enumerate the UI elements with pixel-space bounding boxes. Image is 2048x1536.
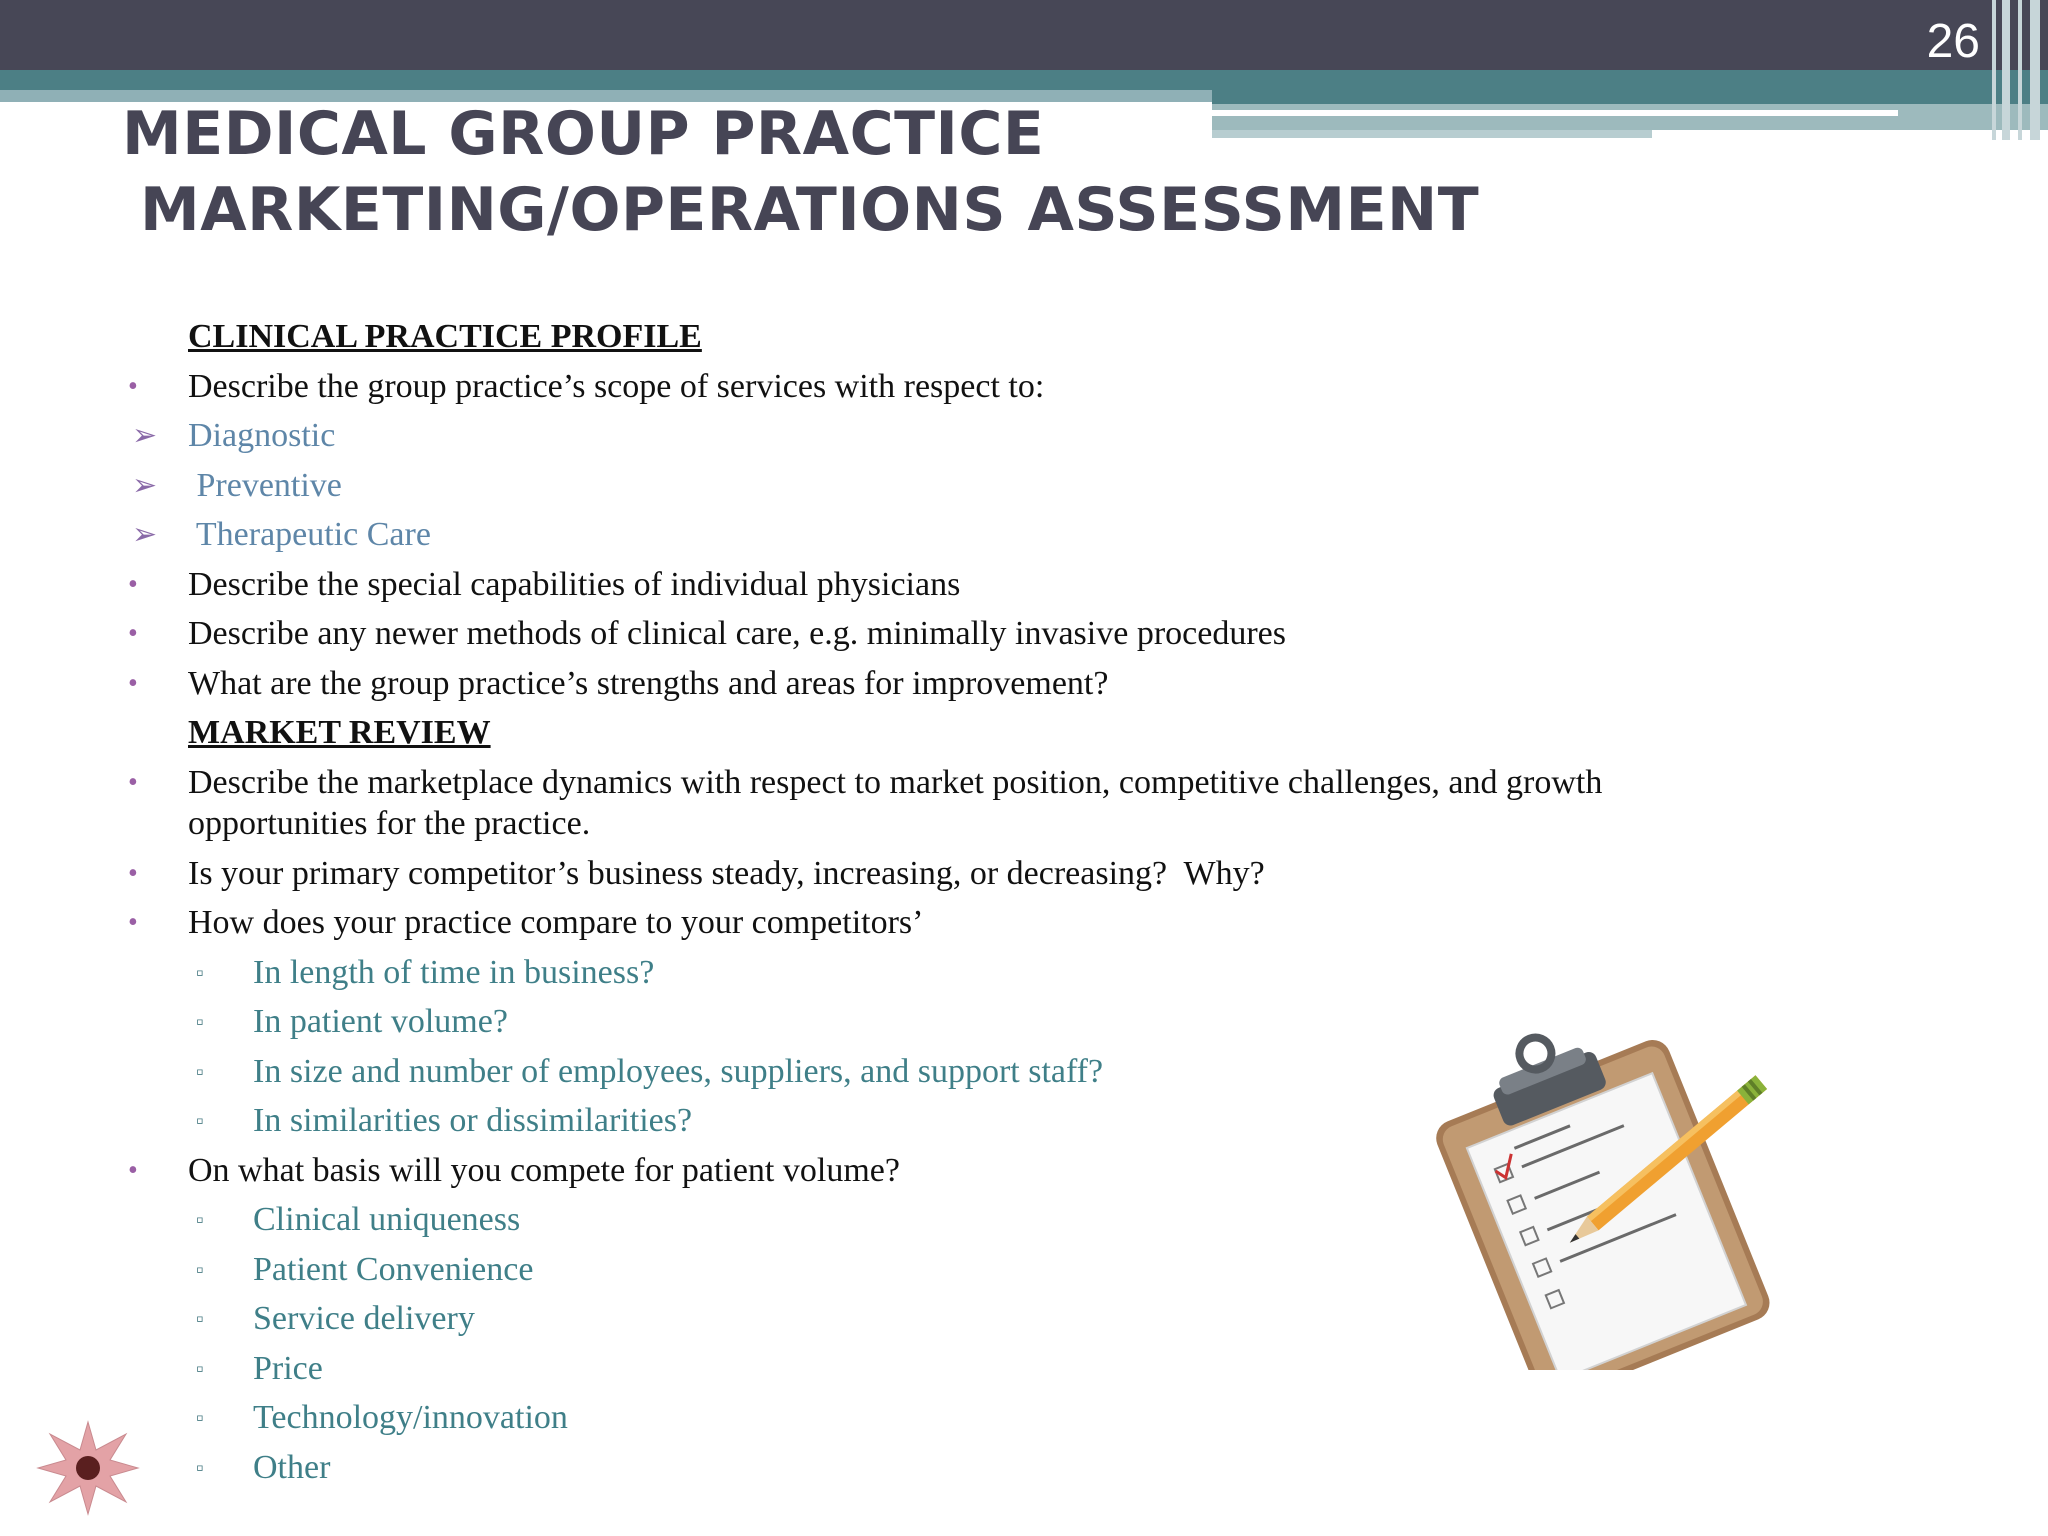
sub-list-item: ▫ In size and number of employees, suppliers, and support staff? (0, 1047, 1900, 1097)
list-item: • On what basis will you compete for patient volume? (0, 1146, 1900, 1196)
square-bullet-icon: ▫ (196, 1405, 204, 1430)
square-bullet-icon: ▫ (196, 1009, 204, 1034)
square-bullet-icon: ▫ (196, 1108, 204, 1133)
sub-list-item: ▫ In patient volume? (0, 997, 1900, 1047)
sub-list-item: ▫ In length of time in business? (0, 948, 1900, 998)
page-title (122, 96, 1479, 248)
list-item: • Describe any newer methods of clinical care, e.g. minimally invasive procedures (0, 609, 1900, 659)
header-bar (0, 0, 2048, 70)
square-bullet-icon: ▫ (196, 1207, 204, 1232)
list-item: • Is your primary competitor’s business steady, increasing, or decreasing? Why? (0, 849, 1900, 899)
arrow-bullet-icon: ➢ (132, 419, 158, 452)
sub-list-item: ▫ Technology/innovation (0, 1393, 1900, 1443)
arrow-bullet-icon: ➢ (132, 468, 158, 502)
section-heading-market: MARKET REVIEW (188, 714, 491, 751)
slide-number: 26 (1926, 15, 1980, 68)
list-item: • How does your practice compare to your competitors’ (0, 898, 1900, 948)
clipboard-icon (1410, 1010, 1790, 1370)
bullet-icon: • (128, 667, 138, 699)
title-line-1: MEDICAL GROUP PRACTICE (122, 99, 1045, 169)
list-item: • Describe the marketplace dynamics with respect to market position, competitive challenges, and growth opportunities for the practice. (128, 763, 1603, 842)
title-line-2: MARKETING/OPERATIONS ASSESSMENT (140, 175, 1480, 245)
square-bullet-icon: ▫ (196, 1256, 204, 1282)
sub-list-item: ▫ Price (0, 1344, 1900, 1394)
list-item: ➢ Diagnostic (0, 411, 1900, 461)
bullet-icon: • (128, 370, 138, 402)
sub-list-item: ▫ In similarities or dissimilarities? (0, 1096, 1900, 1146)
square-bullet-icon: ▫ (196, 1454, 204, 1480)
list-item: ➢ Preventive (0, 461, 1900, 511)
bullet-icon: • (128, 857, 138, 889)
square-bullet-icon: ▫ (196, 1058, 204, 1084)
sub-list-item: ▫ Service delivery (0, 1294, 1900, 1344)
list-item: • What are the group practice’s strengths and areas for improvement? (0, 659, 1900, 709)
bullet-icon: • (128, 907, 138, 938)
sub-list-item: ▫ Patient Convenience (0, 1245, 1900, 1295)
section-heading-clinical: CLINICAL PRACTICE PROFILE (188, 318, 702, 355)
bullet-icon: • (128, 618, 138, 649)
list-item: • Describe the special capabilities of individual physicians (0, 560, 1900, 610)
bullet-icon: • (128, 1154, 138, 1186)
square-bullet-icon: ▫ (196, 959, 204, 985)
sub-list-item: ▫ Clinical uniqueness (0, 1195, 1900, 1245)
arrow-bullet-icon: ➢ (132, 518, 158, 551)
square-bullet-icon: ▫ (196, 1355, 204, 1381)
list-item: • Describe the group practice’s scope of services with respect to: (0, 362, 1900, 412)
square-bullet-icon: ▫ (196, 1306, 204, 1331)
star-icon (36, 1420, 140, 1516)
header-stripes (1978, 0, 2048, 140)
list-item: ➢ Therapeutic Care (0, 510, 1900, 560)
bullet-icon: • (128, 766, 138, 798)
bullet-icon: • (128, 568, 138, 600)
header-band-teal (0, 70, 2048, 90)
sub-list-item: ▫ Other (0, 1443, 1900, 1493)
